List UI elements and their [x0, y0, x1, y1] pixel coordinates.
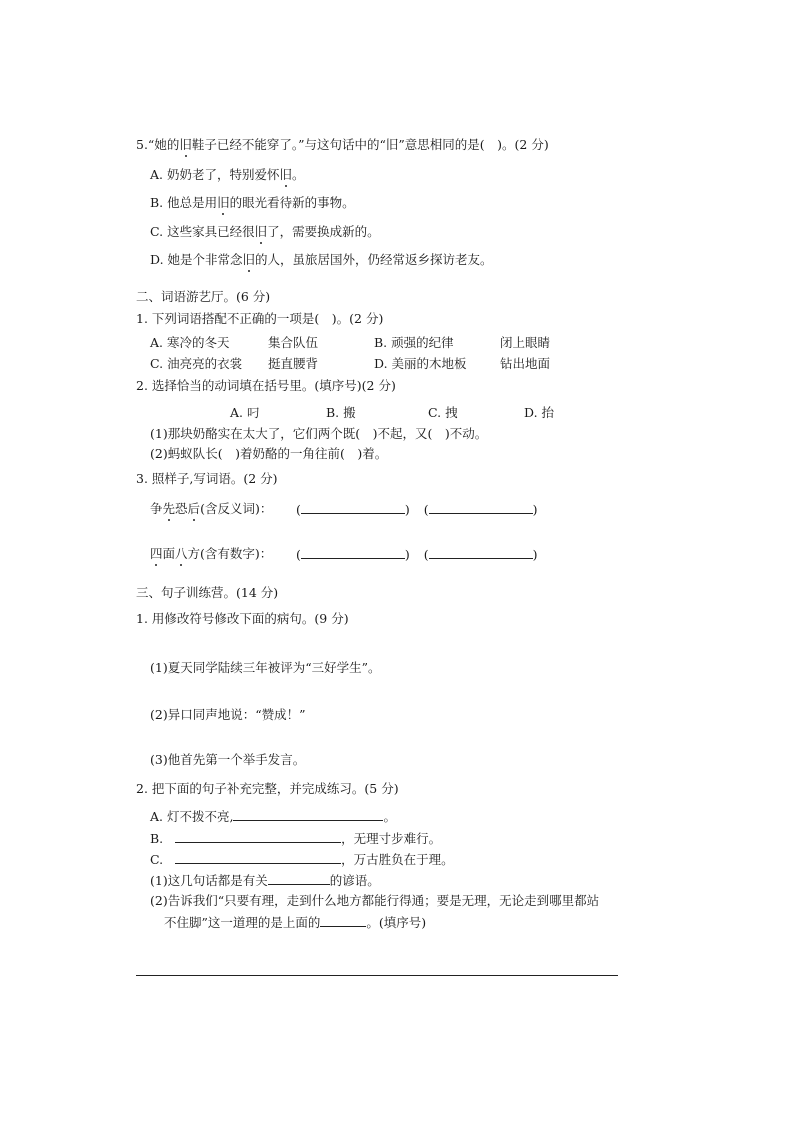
sec3-q2-stem: 2. 把下面的句子补充完整，并完成练习。(5 分) [136, 781, 399, 796]
section-2-title: 二、词语游艺厅。(6 分) [136, 289, 271, 304]
q5-option-d-end: 的人，虽旅居国外，仍经常返乡探访老友。 [255, 252, 493, 267]
bottom-divider [136, 975, 618, 976]
answer-blank[interactable] [175, 830, 341, 843]
q5-option-a-end: 。 [292, 167, 305, 182]
answer-blank[interactable] [233, 808, 383, 821]
example-1-answer-blanks [296, 501, 538, 518]
answer-blank[interactable] [301, 501, 405, 514]
blank-open-paren: ( [423, 547, 429, 562]
verb-option-c: C. 拽 [428, 405, 458, 420]
verb-option-a: A. 叼 [230, 405, 260, 420]
blank-close-paren: ) [532, 547, 538, 562]
sec3-q2-line-a [150, 808, 396, 825]
blank-close-paren: ) [404, 547, 410, 562]
sec3-q2-line-c [150, 851, 454, 868]
q5-option-d [150, 252, 493, 268]
example-2-hint: 方(含有数字)： [187, 546, 273, 561]
q5-option-c-end: 了，需要换成新的。 [267, 224, 380, 239]
sec2-q1-option-b: B. 顽强的纪律 [374, 335, 454, 350]
sub-1-end: 的谚语。 [329, 873, 380, 888]
sec2-q1-option-b2: 闭上眼睛 [500, 335, 551, 350]
answer-blank[interactable] [429, 546, 533, 559]
verb-option-b: B. 搬 [326, 405, 356, 420]
blank-open-paren: ( [296, 502, 301, 517]
sec2-q3-example-2 [150, 546, 272, 562]
q5-option-b-end: 的眼光看待新的事物。 [229, 195, 355, 210]
sec2-q1-stem: 1. 下列词语搭配不正确的一项是( )。(2 分) [136, 311, 384, 326]
line-b-end: ，无理寸步难行。 [341, 831, 442, 846]
blank-open-paren: ( [423, 502, 429, 517]
q5-option-b-text: B. 他总是用 [150, 195, 218, 210]
answer-blank[interactable] [175, 851, 341, 864]
line-a-text: A. 灯不拨不亮, [150, 809, 234, 824]
sub-1-text: (1)这几句话都是有关 [150, 873, 268, 888]
sec3-q1-sentence-2: (2)异口同声地说：“赞成！” [150, 707, 306, 722]
section-3-title: 三、句子训练营。(14 分) [136, 585, 279, 600]
sec2-q1-option-c: C. 油亮亮的衣裳 [150, 356, 243, 371]
sec2-q1-row2 [150, 356, 590, 372]
q5-option-c-text: C. 这些家具已经很 [150, 224, 255, 239]
sub-2-end: 。(填序号) [366, 915, 427, 930]
line-c-end: ，万古胜负在于理。 [341, 852, 454, 867]
sec3-q1-stem: 1. 用修改符号修改下面的病句。(9 分) [136, 611, 349, 626]
sec2-q2-sentence-1: (1)那块奶酪实在太大了，它们两个既( )不起，又( )不动。 [150, 426, 488, 441]
example-1-dotted-char-2: 后 [187, 501, 201, 516]
q5-stem-part2: 鞋子已经不能穿了。”与这句话中的“旧”意思相同的是( )。(2 分) [191, 137, 549, 152]
q5-option-b-dotted-char: 旧 [217, 195, 230, 210]
sec2-q2-options [230, 405, 570, 421]
example-1-hint: (含反义词)： [200, 501, 273, 516]
q5-option-b [150, 195, 355, 211]
q5-option-c [150, 224, 380, 240]
sec2-q3-stem: 3. 照样子,写词语。(2 分) [136, 471, 278, 486]
sec2-q1-option-d2: 钻出地面 [500, 356, 551, 371]
example-1-dotted-char-1: 先 [162, 501, 176, 516]
sec2-q3-example-1 [150, 501, 272, 517]
example-1-char-1: 争 [150, 501, 163, 516]
sec2-q1-option-a2: 集合队伍 [268, 335, 319, 350]
q5-option-a-dotted-char: 旧 [279, 167, 292, 182]
blank-close-paren: ) [532, 502, 538, 517]
q5-option-a [150, 167, 305, 183]
sec3-q2-sub-2-line-2 [164, 914, 426, 931]
sec3-q2-sub-1 [150, 872, 380, 889]
example-2-char-2: 面 [162, 546, 176, 561]
blank-close-paren: ) [404, 502, 410, 517]
example-1-char-3: 恐 [175, 501, 188, 516]
line-c-label: C. [150, 852, 164, 867]
line-b-label: B. [150, 831, 164, 846]
q5-option-c-dotted-char: 旧 [254, 224, 268, 239]
answer-blank[interactable] [268, 872, 330, 885]
example-2-dotted-char-2: 八 [175, 546, 188, 561]
q5-option-d-text: D. 她是个非常念 [150, 252, 243, 267]
blank-open-paren: ( [296, 547, 301, 562]
sec3-q2-sub-2-line-1: (2)告诉我们“只要有理，走到什么地方都能行得通；要是无理，无论走到哪里都站 [150, 893, 600, 908]
sec2-q1-option-d: D. 美丽的木地板 [374, 356, 467, 371]
sec3-q1-sentence-3: (3)他首先第一个举手发言。 [150, 752, 306, 767]
q5-stem-part1: 5.“她的 [136, 137, 180, 152]
sec2-q2-sentence-2: (2)蚂蚁队长( )着奶酪的一角往前( )着。 [150, 446, 388, 461]
sec3-q1-sentence-1: (1)夏天同学陆续三年被评为“三好学生”。 [150, 660, 381, 675]
sec3-q2-line-b [150, 830, 441, 847]
q5-option-d-dotted-char: 旧 [242, 252, 256, 267]
sec2-q1-option-a: A. 寒冷的冬天 [150, 335, 230, 350]
q5-option-a-text: A. 奶奶老了，特别爱怀 [150, 167, 280, 182]
sec2-q1-option-c2: 挺直腰背 [268, 356, 319, 371]
q5-stem-dotted-char: 旧 [179, 137, 192, 152]
example-2-dotted-char-1: 四 [150, 546, 163, 561]
answer-blank[interactable] [301, 546, 405, 559]
example-2-answer-blanks [296, 546, 538, 563]
sub-2-text: 不住脚”这一道理的是上面的 [164, 915, 321, 930]
answer-blank[interactable] [320, 914, 366, 927]
sec2-q2-stem: 2. 选择恰当的动词填在括号里。(填序号)(2 分) [136, 378, 396, 393]
q5-stem [136, 137, 549, 153]
answer-blank[interactable] [429, 501, 533, 514]
line-a-end: 。 [383, 809, 396, 824]
verb-option-d: D. 抬 [524, 405, 555, 420]
sec2-q1-row1 [150, 335, 590, 351]
